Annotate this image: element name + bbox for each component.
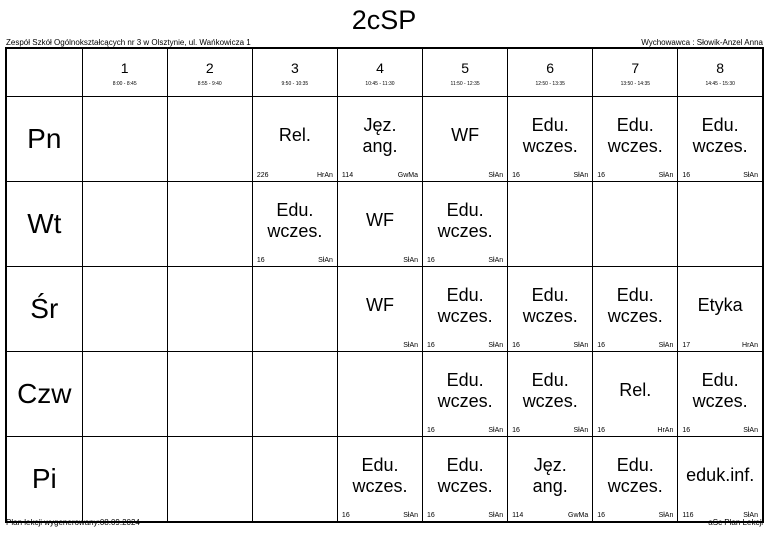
lesson-subject: Rel. — [619, 380, 652, 400]
cell-content — [168, 437, 252, 521]
day-name: Czw — [6, 351, 82, 436]
cell-content — [83, 97, 167, 181]
cell-content — [253, 437, 337, 521]
cell-content — [423, 97, 507, 181]
period-time: 8:55 - 9:40 — [197, 81, 222, 88]
lesson-cell — [678, 266, 763, 351]
cell-content — [678, 267, 762, 351]
lesson-teacher: SłAn — [573, 341, 589, 349]
lesson-teacher: GwMa — [397, 171, 419, 179]
day-row — [6, 96, 763, 181]
lesson-cell — [337, 436, 422, 522]
lesson-teacher: SłAn — [318, 256, 333, 264]
lesson-teacher: SłAn — [743, 511, 758, 519]
lesson-room: 116 — [682, 511, 694, 519]
cell-content — [338, 437, 422, 521]
lesson-subject: Edu. wczes. — [607, 114, 663, 156]
lesson-teacher: SłAn — [488, 511, 504, 519]
lesson-cell — [337, 181, 422, 266]
lesson-cell — [252, 181, 337, 266]
lesson-room: 16 — [597, 511, 606, 519]
empty-cell — [252, 436, 337, 522]
lesson-cell — [593, 266, 678, 351]
cell-content — [168, 182, 252, 266]
lesson-room: 16 — [597, 426, 606, 434]
lesson-subject: Edu. wczes. — [437, 369, 493, 411]
period-number: 5 — [461, 60, 469, 77]
class-teacher: Wychowawca : Słowik-Anzel Anna — [641, 38, 763, 47]
lesson-teacher: SłAn — [573, 171, 589, 179]
lesson-room: 16 — [682, 426, 691, 434]
empty-cell — [593, 181, 678, 266]
period-number: 6 — [546, 60, 555, 77]
cell-content — [253, 267, 337, 351]
lesson-room: 16 — [427, 341, 435, 349]
lesson-cell — [423, 351, 508, 436]
lesson-subject: Edu. wczes. — [522, 369, 578, 411]
lesson-room: 16 — [512, 341, 520, 349]
lesson-subject: Edu. wczes. — [437, 199, 493, 241]
lesson-room: 16 — [597, 341, 606, 349]
timetable-grid — [5, 47, 764, 523]
lesson-subject: Edu. wczes. — [352, 454, 408, 496]
period-number: 8 — [716, 60, 725, 77]
cell-content — [168, 352, 252, 436]
cell-content — [508, 182, 592, 266]
lesson-room: 16 — [427, 256, 435, 264]
cell-content — [423, 182, 507, 266]
lesson-room: 16 — [512, 426, 520, 434]
empty-cell — [167, 351, 252, 436]
lesson-teacher: SłAn — [743, 426, 758, 434]
period-time: 11:50 - 12:35 — [450, 81, 480, 88]
lesson-subject: Edu. wczes. — [437, 284, 493, 326]
lesson-teacher: SłAn — [658, 171, 674, 179]
empty-cell — [82, 266, 167, 351]
lesson-room: 114 — [512, 511, 524, 519]
cell-content — [168, 97, 252, 181]
timetable-title: 2cSP — [351, 5, 417, 35]
lesson-cell — [423, 436, 508, 522]
lesson-teacher: HrAn — [316, 171, 333, 179]
cell-content — [253, 97, 337, 181]
period-header — [678, 48, 763, 96]
period-time: 13:50 - 14:35 — [620, 81, 651, 88]
empty-cell — [167, 96, 252, 181]
lesson-subject: WF — [365, 295, 394, 315]
cell-content — [83, 267, 167, 351]
lesson-room: 16 — [682, 171, 691, 179]
lesson-room: 16 — [341, 511, 350, 519]
day-name: Pi — [6, 436, 82, 522]
empty-cell — [252, 266, 337, 351]
period-header — [423, 48, 508, 96]
empty-cell — [678, 181, 763, 266]
empty-cell — [508, 181, 593, 266]
period-time: 10:45 - 11:30 — [365, 81, 395, 88]
lesson-teacher: SłAn — [658, 511, 674, 519]
empty-cell — [82, 96, 167, 181]
empty-cell — [167, 266, 252, 351]
cell-content — [423, 267, 507, 351]
cell-content — [253, 182, 337, 266]
lesson-room: 16 — [427, 511, 435, 519]
empty-cell — [167, 181, 252, 266]
software-name: aSc Plan Lekcji — [708, 518, 763, 527]
lesson-cell — [337, 266, 422, 351]
day-row — [6, 436, 763, 522]
cell-content — [593, 352, 677, 436]
cell-content — [508, 97, 592, 181]
day-row — [6, 266, 763, 351]
lesson-subject: Edu. wczes. — [692, 369, 748, 411]
cell-content — [423, 437, 507, 521]
lesson-cell — [678, 96, 763, 181]
cell-content — [338, 182, 422, 266]
lesson-room: 16 — [512, 171, 520, 179]
lesson-teacher: SłAn — [743, 171, 758, 179]
period-time: 8:00 - 8:45 — [112, 81, 137, 88]
cell-content — [593, 267, 677, 351]
lesson-subject: WF — [365, 210, 394, 230]
lesson-subject: Edu. wczes. — [522, 114, 578, 156]
period-time: 9:50 - 10:35 — [281, 81, 309, 88]
cell-content — [508, 267, 592, 351]
lesson-subject: Etyka — [697, 295, 743, 315]
lesson-room: 17 — [682, 341, 691, 349]
lesson-teacher: SłAn — [488, 171, 504, 179]
lesson-subject: Edu. wczes. — [607, 284, 663, 326]
period-number: 7 — [631, 60, 640, 77]
lesson-cell — [593, 436, 678, 522]
cell-content — [83, 352, 167, 436]
period-number: 2 — [205, 60, 214, 77]
cell-content — [678, 182, 762, 266]
lesson-cell — [508, 266, 593, 351]
lesson-subject: Edu. wczes. — [522, 284, 578, 326]
period-time: 14:45 - 15:30 — [705, 81, 735, 88]
lesson-room: 114 — [341, 171, 354, 179]
lesson-subject: eduk.inf. — [686, 465, 755, 485]
lesson-subject: Edu. wczes. — [437, 454, 493, 496]
day-row — [6, 181, 763, 266]
cell-content — [253, 352, 337, 436]
lesson-teacher: SłAn — [403, 511, 419, 519]
lesson-cell — [508, 96, 593, 181]
cell-content — [593, 437, 677, 521]
period-header — [593, 48, 678, 96]
lesson-subject: Jęz. ang. — [532, 454, 568, 496]
lesson-teacher: SłAn — [488, 341, 504, 349]
cell-content — [338, 352, 422, 436]
period-time: 12:50 - 13:35 — [535, 81, 565, 88]
lesson-cell — [593, 96, 678, 181]
period-header — [167, 48, 252, 96]
timetable-body — [6, 48, 763, 522]
lesson-cell — [508, 351, 593, 436]
cell-content — [678, 437, 762, 521]
cell-content — [508, 437, 592, 521]
school-name: Zespół Szkół Ogólnokształcących nr 3 w Olsztynie, ul. Wańkowicza 1 — [6, 38, 251, 47]
lesson-teacher: SłAn — [488, 426, 504, 434]
lesson-teacher: SłAn — [573, 426, 589, 434]
period-header — [337, 48, 422, 96]
day-name: Pn — [6, 96, 82, 181]
lesson-cell — [678, 436, 763, 522]
day-row — [6, 351, 763, 436]
cell-content — [83, 182, 167, 266]
empty-cell — [337, 351, 422, 436]
period-number: 1 — [120, 60, 129, 77]
period-header-row — [6, 48, 763, 96]
empty-cell — [82, 436, 167, 522]
generated-date: Plan lekcji wygenerowany:08.09.2024 — [6, 518, 140, 527]
cell-content — [678, 97, 762, 181]
period-number: 3 — [290, 60, 299, 77]
lesson-teacher: SłAn — [658, 341, 674, 349]
lesson-teacher: HrAn — [742, 341, 758, 349]
lesson-subject: Edu. wczes. — [692, 114, 748, 156]
lesson-cell — [593, 351, 678, 436]
lesson-teacher: HrAn — [657, 426, 674, 434]
lesson-teacher: SłAn — [403, 256, 419, 264]
lesson-cell — [678, 351, 763, 436]
empty-cell — [82, 351, 167, 436]
lesson-room: 16 — [256, 256, 265, 264]
lesson-subject: Jęz. ang. — [362, 114, 398, 156]
lesson-teacher: SłAn — [403, 341, 419, 349]
day-name: Wt — [6, 181, 82, 266]
lesson-room: 226 — [256, 171, 269, 179]
lesson-room: 16 — [597, 171, 606, 179]
period-number: 4 — [376, 60, 384, 77]
period-header — [508, 48, 593, 96]
lesson-subject: Edu. wczes. — [267, 199, 323, 241]
cell-content — [593, 97, 677, 181]
lesson-room: 16 — [427, 426, 435, 434]
empty-cell — [252, 351, 337, 436]
lesson-cell — [252, 96, 337, 181]
period-header — [82, 48, 167, 96]
cell-content — [508, 352, 592, 436]
period-header — [252, 48, 337, 96]
cell-content — [423, 352, 507, 436]
day-name: Śr — [6, 266, 82, 351]
cell-content — [338, 267, 422, 351]
cell-content — [168, 267, 252, 351]
cell-content — [593, 182, 677, 266]
lesson-cell — [423, 96, 508, 181]
corner-cell — [6, 48, 82, 96]
cell-content — [678, 352, 762, 436]
lesson-cell — [423, 181, 508, 266]
lesson-subject: Edu. wczes. — [607, 454, 663, 496]
lesson-cell — [508, 436, 593, 522]
empty-cell — [167, 436, 252, 522]
lesson-teacher: SłAn — [488, 256, 504, 264]
lesson-cell — [337, 96, 422, 181]
lesson-cell — [423, 266, 508, 351]
lesson-subject: Rel. — [278, 125, 311, 145]
empty-cell — [82, 181, 167, 266]
lesson-teacher: GwMa — [568, 511, 589, 519]
cell-content — [338, 97, 422, 181]
cell-content — [83, 437, 167, 521]
lesson-subject: WF — [451, 125, 480, 145]
